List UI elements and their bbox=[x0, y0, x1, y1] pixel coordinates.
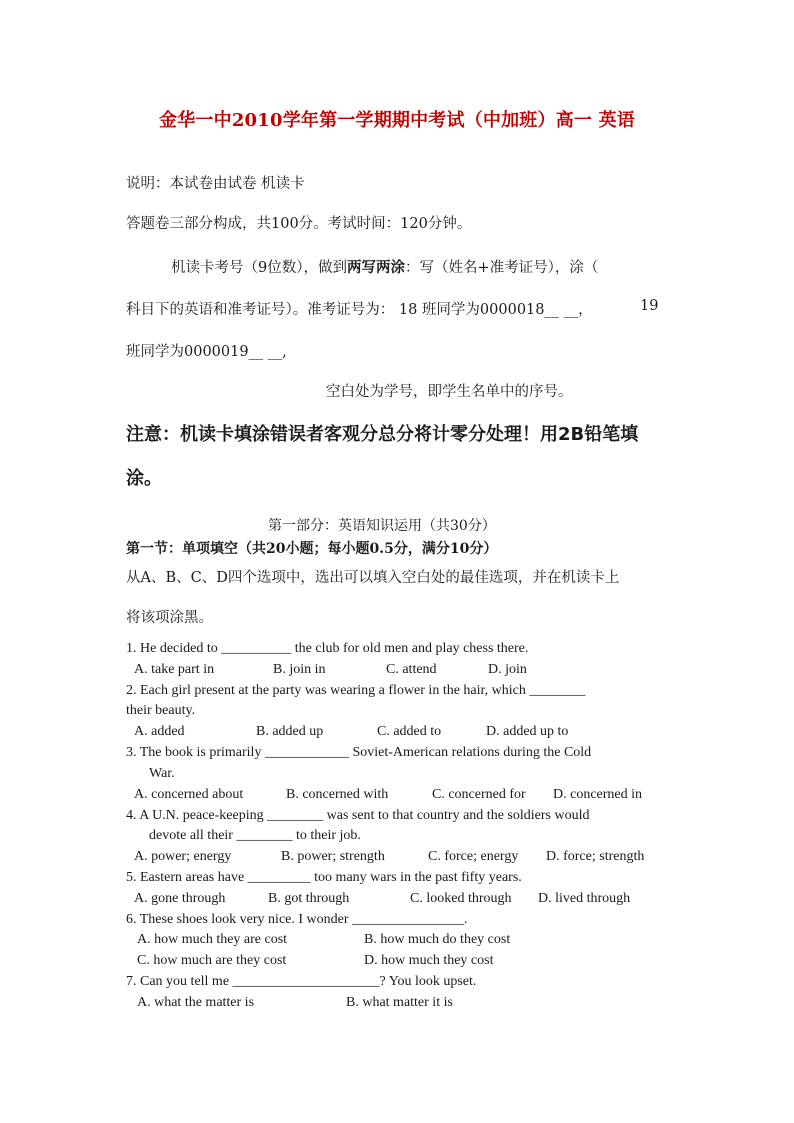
question-3-option-d: D. concerned in bbox=[553, 787, 643, 802]
question-4-stem-cont: devote all their ________ to their job. bbox=[149, 828, 361, 843]
question-1-stem: 1. He decided to __________ the club for old men and play chess there. bbox=[126, 641, 529, 656]
question-6-option-b: B. how much do they cost bbox=[364, 932, 511, 947]
instruction-line-3-pre: 机读卡考号（9位数），做到 bbox=[171, 260, 347, 276]
instruction-line-5: 班同学为0000019__ __, bbox=[126, 344, 287, 360]
question-6-option-c: C. how much are they cost bbox=[137, 953, 287, 968]
question-6-option-d: D. how much they cost bbox=[364, 953, 494, 968]
question-4-option-c: C. force; energy bbox=[428, 849, 519, 864]
question-1-option-b: B. join in bbox=[273, 662, 326, 677]
question-3-option-b: B. concerned with bbox=[286, 787, 389, 802]
question-5-option-b: B. got through bbox=[268, 891, 350, 906]
question-2-stem: 2. Each girl present at the party was wearing a flower in the hair, which ________ bbox=[126, 683, 586, 698]
question-4-stem: 4. A U.N. peace-keeping ________ was sent to that country and the soldiers would bbox=[126, 808, 590, 823]
part1-heading: 第一部分：英语知识运用（共30分） bbox=[268, 518, 496, 534]
question-6-stem: 6. These shoes look very nice. I wonder ________________. bbox=[126, 912, 468, 927]
question-6-option-a: A. how much they are cost bbox=[137, 932, 288, 947]
instruction-line-2: 答题卷三部分构成，共100分。考试时间：120分钟。 bbox=[126, 216, 472, 232]
question-1-option-d: D. join bbox=[488, 662, 527, 677]
question-1-option-a: A. take part in bbox=[134, 662, 215, 677]
question-2-option-d: D. added up to bbox=[486, 724, 569, 739]
question-1-option-c: C. attend bbox=[386, 662, 437, 677]
instruction-line-4-right: 19 bbox=[640, 298, 659, 314]
exam-title: 金华一中2010学年第一学期期中考试（中加班）高一 英语 bbox=[159, 110, 635, 131]
question-7-option-a: A. what the matter is bbox=[137, 995, 255, 1010]
question-3-stem-cont: War. bbox=[149, 766, 175, 781]
instruction-line-3 bbox=[171, 256, 598, 277]
instruction-line-1: 说明：本试卷由试卷 机读卡 bbox=[126, 176, 305, 192]
question-5-option-c: C. looked through bbox=[410, 891, 512, 906]
question-3-stem: 3. The book is primarily ____________ Soviet-American relations during the Cold bbox=[126, 745, 592, 760]
instruction-line-4: 科目下的英语和准考证号）。准考证号为： 18 班同学为0000018__ __， bbox=[126, 302, 593, 318]
instruction-line-3-post: ：写（姓名+准考证号），涂（ bbox=[404, 260, 599, 276]
question-5-option-a: A. gone through bbox=[134, 891, 226, 906]
question-3-option-c: C. concerned for bbox=[432, 787, 526, 802]
instruction-line-3-bold: 两写两涂 bbox=[346, 259, 405, 276]
notice-line-1: 注意：机读卡填涂错误者客观分总分将计零分处理！用2B铅笔填 bbox=[126, 424, 639, 445]
question-7-stem: 7. Can you tell me _____________________? You look upset. bbox=[126, 974, 477, 989]
question-2-stem-cont: their beauty. bbox=[126, 703, 196, 718]
question-4-option-d: D. force; strength bbox=[546, 849, 645, 864]
section1-instruction-1: 从A、B、C、D四个选项中，选出可以填入空白处的最佳选项，并在机读卡上 bbox=[126, 570, 620, 586]
question-4-option-a: A. power; energy bbox=[134, 849, 232, 864]
question-2-option-b: B. added up bbox=[256, 724, 324, 739]
question-3-option-a: A. concerned about bbox=[134, 787, 244, 802]
instruction-line-6: 空白处为学号，即学生名单中的序号。 bbox=[326, 384, 573, 400]
question-2-option-c: C. added to bbox=[377, 724, 442, 739]
question-5-stem: 5. Eastern areas have _________ too many wars in the past fifty years. bbox=[126, 870, 522, 885]
question-4-option-b: B. power; strength bbox=[281, 849, 385, 864]
question-7-option-b: B. what matter it is bbox=[346, 995, 453, 1010]
question-5-option-d: D. lived through bbox=[538, 891, 631, 906]
section1-instruction-2: 将该项涂黑。 bbox=[126, 610, 213, 626]
question-2-option-a: A. added bbox=[134, 724, 185, 739]
section1-heading: 第一节：单项填空（共20小题；每小题0.5分，满分10分） bbox=[126, 541, 498, 557]
notice-line-2: 涂。 bbox=[126, 468, 162, 489]
